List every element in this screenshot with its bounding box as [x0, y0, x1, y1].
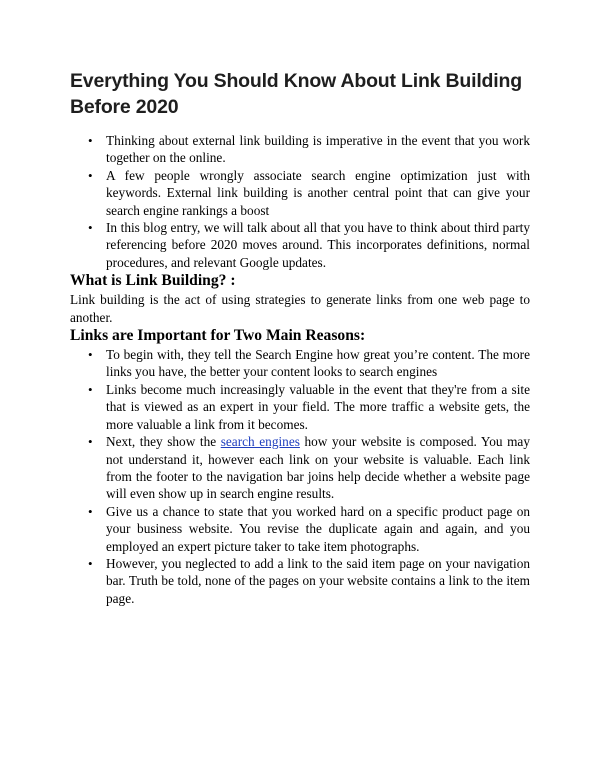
search-engines-link[interactable]: search engines — [220, 434, 300, 450]
list-item-text: However, you neglected to add a link to the said item page on your navigation bar. Truth be told, none of the pages on your website contains a link to the item page. — [106, 555, 530, 606]
bullet-icon: • — [88, 381, 93, 397]
section-heading-what-is-link-building: What is Link Building? : — [70, 272, 236, 290]
reasons-bullet-list — [70, 346, 530, 607]
list-item-text: Thinking about external link building is imperative in the event that you work together on the online. — [106, 133, 530, 166]
list-item — [70, 219, 530, 271]
section-heading-links-important: Links are Important for Two Main Reasons: — [70, 327, 366, 345]
bullet-icon: • — [88, 220, 93, 236]
bullet-icon: • — [88, 555, 93, 571]
list-item — [70, 346, 530, 381]
bullet-icon: • — [88, 503, 93, 519]
bullet-icon: • — [88, 347, 93, 363]
list-item-text-after-link: how your website is composed. You may not understand it, however each link on your website is valuable. Each link from the footer to the navigation bar joins help decide whether a website page will even show up in search engine results. — [106, 434, 530, 502]
list-item-text: Links become much increasingly valuable in the event that they're from a site that is viewed as an expert in your field. The more traffic a website gets, the more valuable a link from it becomes. — [106, 381, 530, 432]
list-item-text — [106, 434, 530, 501]
list-item — [70, 555, 530, 607]
list-item-text: A few people wrongly associate search engine optimization just with keywords. External link building is another central point that can give your search engine rankings a boost — [106, 167, 530, 218]
list-item-text: Give us a chance to state that you worked hard on a specific product page on your business website. You revise the duplicate again and again, and you employed an expert picture taker to take item photographs. — [106, 503, 530, 554]
list-item — [70, 433, 530, 503]
list-item-text: In this blog entry, we will talk about all that you have to think about third party referencing before 2020 moves around. This incorporates definitions, normal procedures, and relevant Google updates. — [106, 220, 530, 270]
list-item — [70, 167, 530, 219]
document-title: Everything You Should Know About Link Building Before 2020 — [70, 70, 522, 118]
bullet-icon: • — [88, 133, 93, 148]
list-item-text: To begin with, they tell the Search Engine how great you’re content. The more links you have, the better your content looks to search engines — [106, 347, 530, 380]
intro-bullet-list — [70, 132, 530, 271]
list-item — [70, 503, 530, 555]
section-body-what-is-link-building: Link building is the act of using strategies to generate links from one web page to another. — [70, 292, 530, 325]
list-item — [70, 132, 530, 167]
bullet-icon: • — [88, 434, 93, 450]
bullet-icon: • — [88, 167, 93, 183]
list-item-text-before-link: Next, they show the — [106, 434, 221, 450]
list-item — [70, 381, 530, 433]
